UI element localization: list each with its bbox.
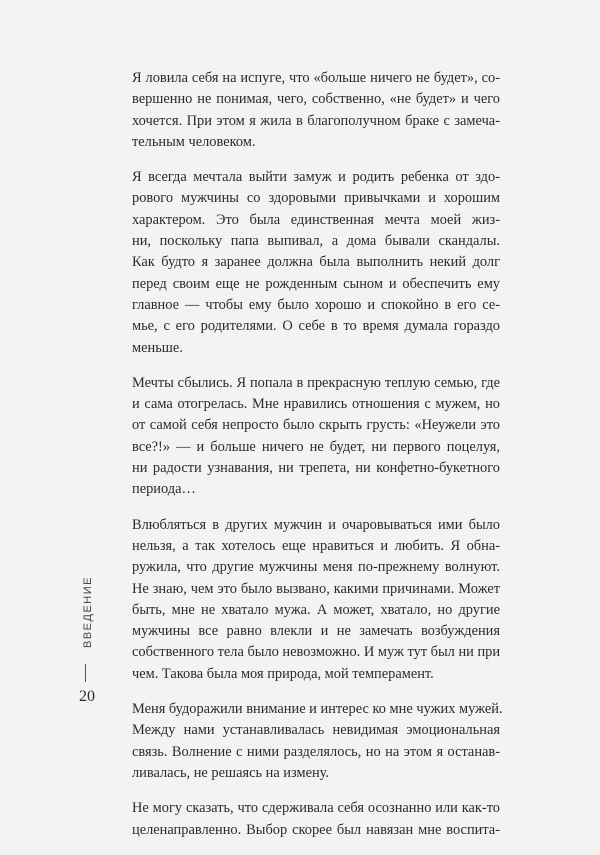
text-line: Меня будоражили внимание и интерес ко мне чужих мужей. bbox=[132, 701, 503, 718]
text-line: главное — чтобы ему было хорошо и спокойно в его се- bbox=[132, 296, 500, 313]
text-line: ливалась, не решаясь на измену. bbox=[132, 764, 330, 781]
text-line: собственного тела было невозможно. И муж тут был ни при bbox=[132, 644, 501, 661]
text-line: Мечты сбылись. Я попала в прекрасную теплую семью, где bbox=[132, 374, 500, 391]
text-line: меньше. bbox=[132, 339, 183, 356]
text-line: Между нами устанавливалась невидимая эмоциональная bbox=[132, 722, 500, 739]
text-line: рового мужчины со здоровыми привычками и хорошим bbox=[132, 190, 500, 207]
text-line: хочется. При этом я жила в благополучном браке с замеча- bbox=[132, 112, 500, 129]
text-line: вершенно не понимая, чего, собственно, «не будет» и чего bbox=[132, 91, 500, 108]
text-line: Я ловила себя на испуге, что «больше ничего не будет», со- bbox=[132, 70, 500, 86]
text-line: Не могу сказать, что сдерживала себя осознанно или как-то bbox=[132, 800, 500, 817]
paragraph-1 bbox=[132, 68, 500, 153]
running-head: ВВЕДЕНИЕ bbox=[82, 576, 94, 648]
text-line: мье, с его родителями. О себе в то время думала гораздо bbox=[132, 318, 500, 335]
text-line: нельзя, а так хотелось еще нравиться и любить. Я обна- bbox=[132, 537, 500, 554]
text-line: Не знаю, чем это было вызвано, какими причинами. Может bbox=[132, 580, 500, 597]
text-line: целенаправленно. Выбор скорее был навязан мне воспита- bbox=[132, 821, 500, 838]
text-line: от самой себя непросто было скрыть грусть: «Неужели это bbox=[132, 417, 500, 434]
text-line: ружила, что другие мужчины меня по-прежнему волнуют. bbox=[132, 559, 500, 576]
text-line: и сама отогрелась. Мне нравились отношения с мужем, но bbox=[132, 396, 500, 413]
text-line: ни радости узнавания, ни трепета, ни конфетно-букетного bbox=[132, 460, 500, 477]
text-line: Я всегда мечтала выйти замуж и родить ребенка от здо- bbox=[132, 169, 500, 186]
paragraph-3 bbox=[132, 373, 500, 501]
paragraph-4 bbox=[132, 515, 500, 685]
text-line: ни, поскольку папа выпивал, а дома бывали скандалы. bbox=[132, 233, 500, 250]
text-line: Как будто я заранее должна была выполнить некий долг bbox=[132, 254, 500, 271]
vertical-rule bbox=[85, 664, 86, 682]
text-line: связь. Волнение с ними разделялось, но на этом я останав- bbox=[132, 743, 500, 760]
text-line: все?!» — и больше ничего не будет, ни первого поцелуя, bbox=[132, 438, 500, 455]
paragraph-5 bbox=[132, 699, 503, 784]
page-number: 20 bbox=[79, 688, 95, 705]
text-line: тельным человеком. bbox=[132, 133, 256, 150]
body-text bbox=[132, 68, 503, 855]
text-line: перед своим еще не рожденным сыном и обеспечить ему bbox=[132, 275, 500, 292]
text-line: быть, мне не хватало мужа. А может, хватало, но другие bbox=[132, 601, 500, 618]
text-line: характером. Это была единственная мечта моей жиз- bbox=[132, 211, 500, 228]
text-line: Влюбляться в других мужчин и очаровываться ими было bbox=[132, 516, 500, 533]
text-line: периода… bbox=[132, 481, 196, 498]
text-line: мужчины все равно влекли и не замечать возбуждения bbox=[132, 623, 500, 640]
paragraph-2 bbox=[132, 167, 500, 359]
text-line: чем. Такова была моя природа, мой темперамент. bbox=[132, 665, 434, 682]
paragraph-6 bbox=[132, 798, 500, 841]
